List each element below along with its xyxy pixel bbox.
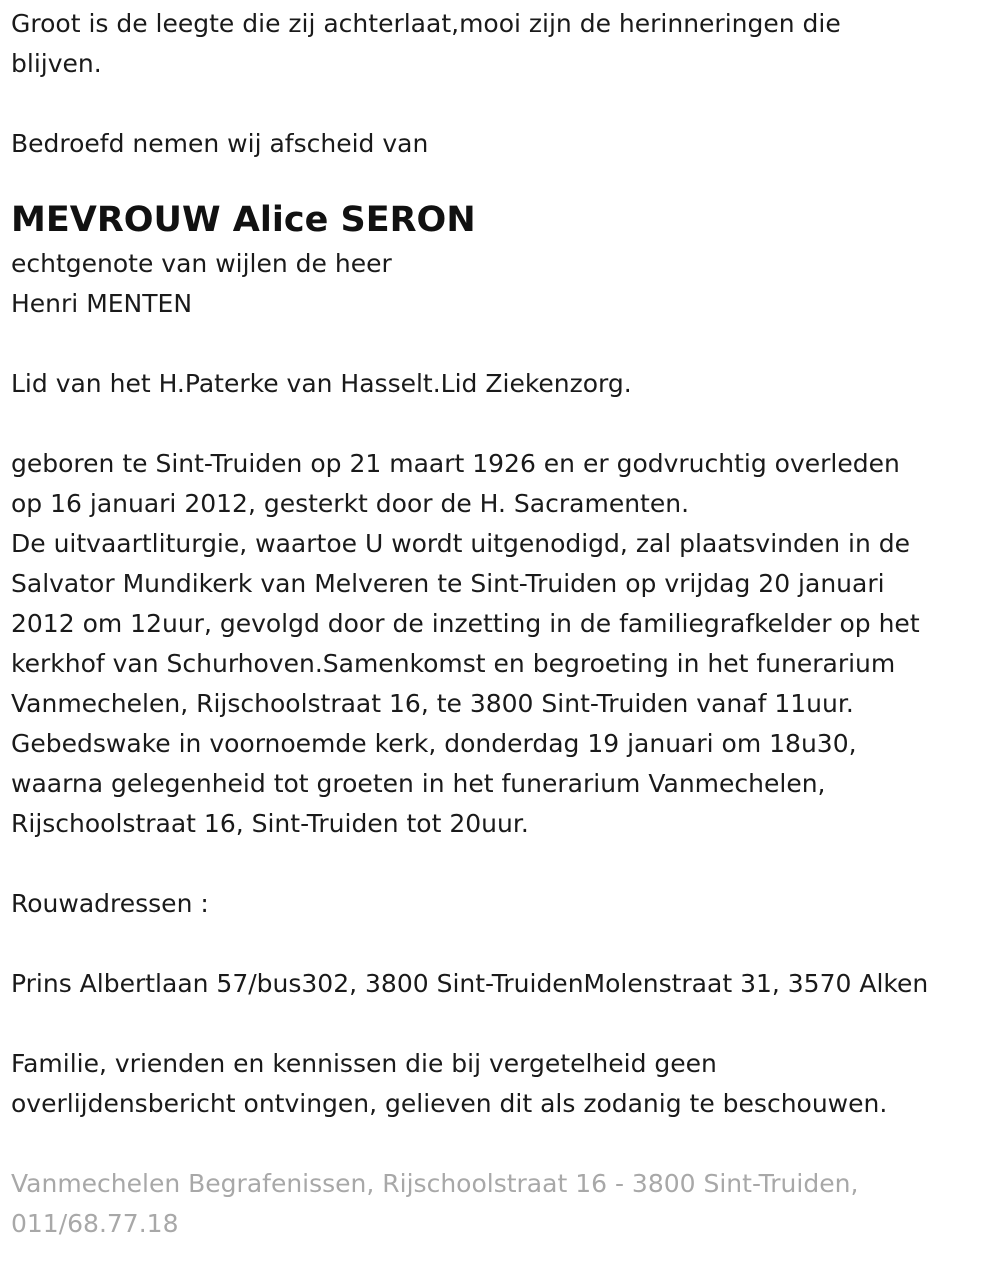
membership-text: Lid van het H.Paterke van Hasselt.Lid Ziekenzorg.	[11, 369, 632, 398]
deceased-name: MEVROUW Alice SERON	[11, 200, 476, 240]
intro-quote-line: blijven.	[11, 49, 102, 78]
intro-quote	[11, 4, 996, 84]
spouse-name: Henri MENTEN	[11, 289, 193, 318]
details-line: Vanmechelen, Rijschoolstraat 16, te 3800 Sint-Truiden vanaf 11uur.	[11, 689, 854, 718]
announcement-text: Bedroefd nemen wij afscheid van	[11, 129, 429, 158]
details-line: kerkhof van Schurhoven.Samenkomst en begroeting in het funerarium	[11, 649, 896, 678]
details-line: Salvator Mundikerk van Melveren te Sint-Truiden op vrijdag 20 januari	[11, 569, 885, 598]
details-line: Gebedswake in voornoemde kerk, donderdag 19 januari om 18u30,	[11, 729, 857, 758]
funeral-details	[11, 444, 996, 844]
details-line: waarna gelegenheid tot groeten in het funerarium Vanmechelen,	[11, 769, 826, 798]
notice-line: Familie, vrienden en kennissen die bij vergetelheid geen	[11, 1049, 717, 1078]
notice-text	[11, 1044, 996, 1124]
spouse-line: echtgenote van wijlen de heer	[11, 249, 392, 278]
details-line: De uitvaartliturgie, waartoe U wordt uitgenodigd, zal plaatsvinden in de	[11, 529, 911, 558]
details-line: geboren te Sint-Truiden op 21 maart 1926 en er godvruchtig overleden	[11, 449, 900, 478]
funeral-home-footer	[11, 1164, 996, 1244]
funeral-home-phone: 011/68.77.18	[11, 1209, 179, 1238]
intro-quote-line: Groot is de leegte die zij achterlaat,mooi zijn de herinneringen die	[11, 9, 841, 38]
addresses-heading: Rouwadressen :	[11, 889, 209, 918]
obituary-document	[11, 4, 996, 1244]
details-line: 2012 om 12uur, gevolgd door de inzetting in de familiegrafkelder op het	[11, 609, 920, 638]
mourning-addresses: Prins Albertlaan 57/bus302, 3800 Sint-TruidenMolenstraat 31, 3570 Alken	[11, 969, 929, 998]
details-line: op 16 januari 2012, gesterkt door de H. Sacramenten.	[11, 489, 690, 518]
details-line: Rijschoolstraat 16, Sint-Truiden tot 20uur.	[11, 809, 529, 838]
notice-line: overlijdensbericht ontvingen, gelieven dit als zodanig te beschouwen.	[11, 1089, 888, 1118]
funeral-home-address: Vanmechelen Begrafenissen, Rijschoolstraat 16 - 3800 Sint-Truiden,	[11, 1169, 859, 1198]
